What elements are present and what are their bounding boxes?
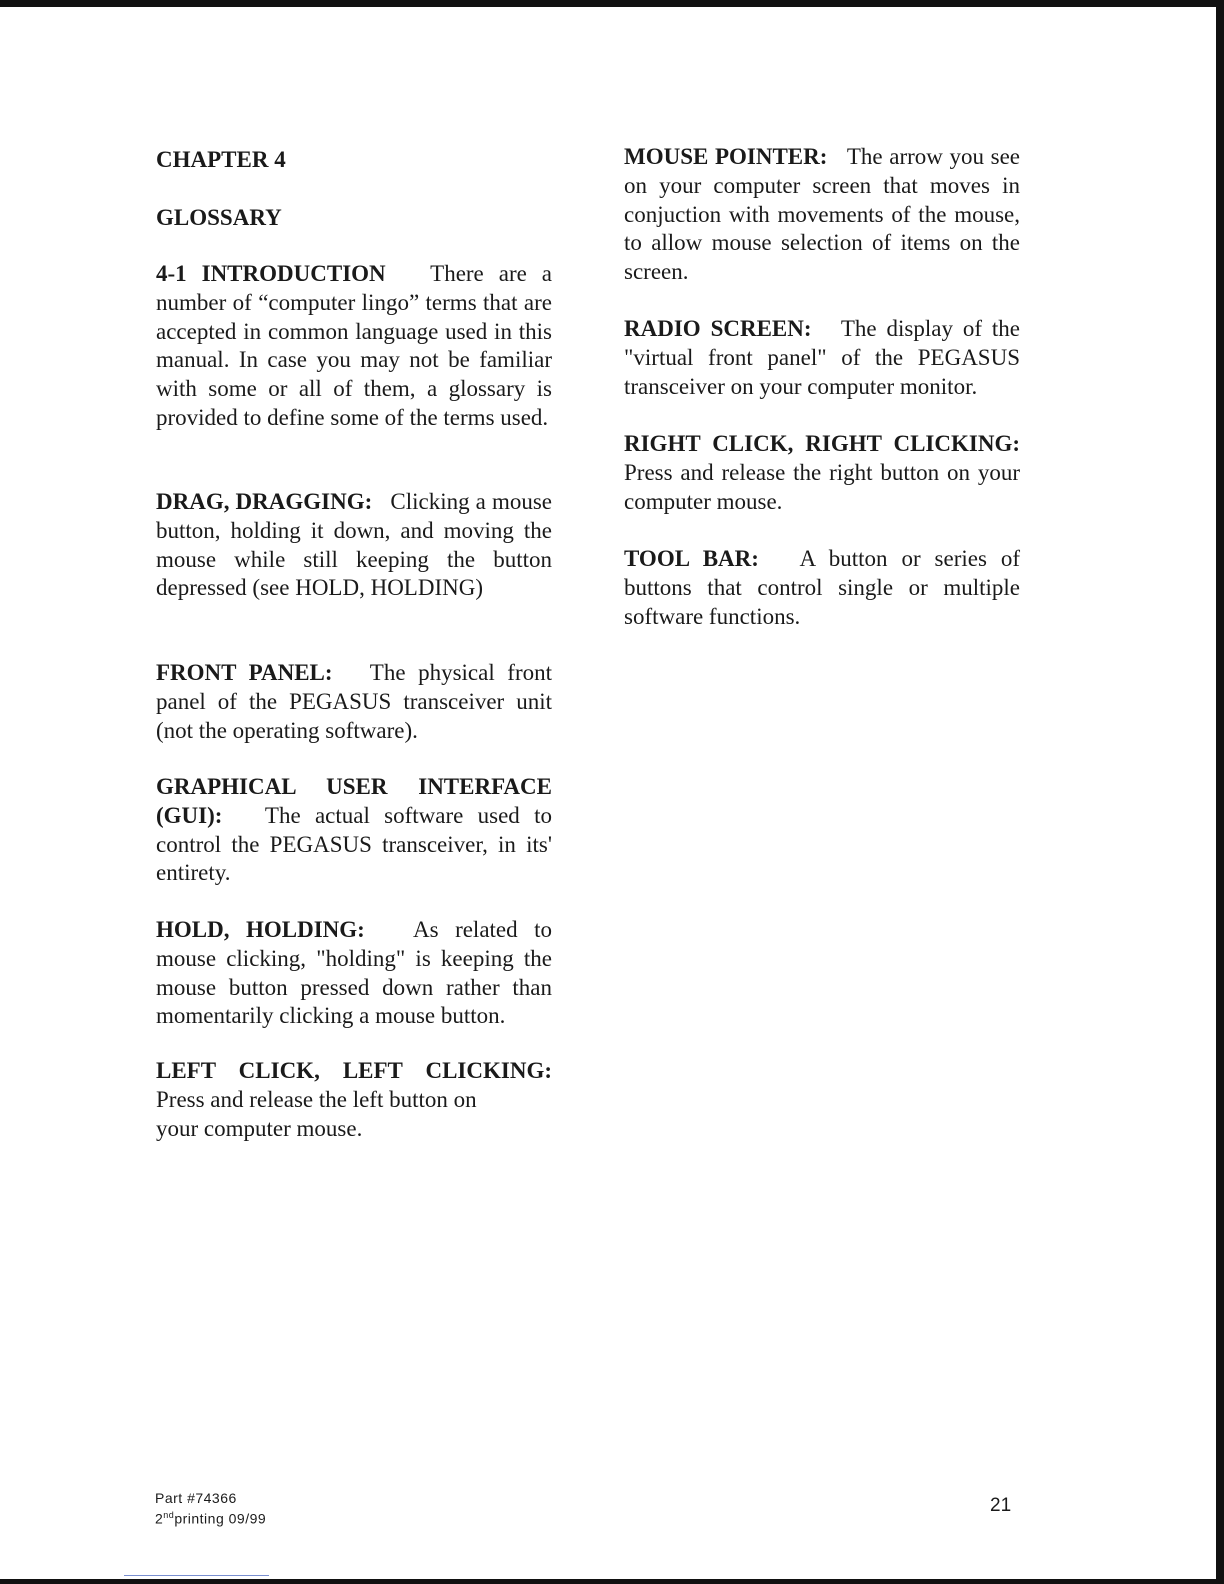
entry-term: TOOL BAR:	[624, 546, 759, 571]
glossary-entry-radio-screen	[624, 315, 1020, 401]
scan-artifact-line	[124, 1575, 269, 1576]
entry-definition: A button or series of buttons that control single or multiple software functions.	[624, 546, 1021, 629]
glossary-entry-hold	[156, 916, 552, 1031]
entry-definition: As related to mouse clicking, "holding" is keeping the mouse button pressed down rather than momentarily clicking a mouse button.	[156, 917, 553, 1029]
glossary-entry-tool-bar	[624, 545, 1020, 631]
entry-term: RADIO SCREEN:	[624, 316, 812, 341]
entry-term: MOUSE POINTER:	[624, 144, 828, 169]
printing-ordinal: 2	[155, 1510, 164, 1527]
chapter-heading: CHAPTER 4	[156, 147, 286, 172]
page-number: 21	[990, 1495, 1012, 1516]
entry-definition: Press and release the left button on your computer mouse.	[156, 1086, 477, 1141]
footer-part-info	[155, 1490, 266, 1528]
entry-definition: There are a number of “computer lingo” terms that are accepted in common language used in this manual. In case you may not be familiar with some or all of them, a glossary is provided to define some of the terms used.	[156, 261, 552, 430]
entry-definition: The arrow you see on your computer screen that moves in conjuction with movements of the mouse, to allow mouse selection of items on the screen.	[624, 144, 1020, 285]
entry-term: LEFT CLICK, LEFT CLICKING:	[156, 1058, 552, 1083]
printing-ordinal-suffix: nd	[163, 1510, 175, 1520]
glossary-entry-front-panel	[156, 659, 552, 745]
scan-border-right	[1216, 0, 1224, 1584]
entry-term: RIGHT CLICK, RIGHT CLICKING:	[624, 431, 1020, 456]
entry-term: GRAPHICAL USER INTERFACE (GUI):	[156, 774, 552, 828]
entry-definition: The display of the "virtual front panel" of the PEGASUS transceiver on your computer monitor.	[624, 316, 1020, 399]
printing-text: printing 09/99	[174, 1510, 267, 1527]
glossary-entry-left-click	[156, 1057, 552, 1143]
entry-term: FRONT PANEL:	[156, 660, 333, 685]
entry-definition: Press and release the right button on your computer mouse.	[624, 459, 1020, 514]
scan-border-top	[0, 0, 1224, 7]
entry-term: DRAG, DRAGGING:	[156, 489, 373, 514]
glossary-entry-right-click	[624, 430, 1020, 516]
section-title: GLOSSARY	[156, 205, 282, 230]
entry-definition: The physical front panel of the PEGASUS transceiver unit (not the operating software).	[156, 660, 552, 743]
scan-border-bottom	[0, 1579, 1224, 1584]
glossary-entry-drag	[156, 488, 552, 603]
entry-definition: The actual software used to control the PEGASUS transceiver, in its' entirety.	[156, 802, 552, 886]
part-number: Part #74366	[155, 1490, 237, 1506]
glossary-entry-mouse-pointer	[624, 143, 1020, 287]
entry-term: 4-1 INTRODUCTION	[156, 261, 386, 286]
entry-definition: Clicking a mouse button, holding it down, and moving the mouse while still keeping the button depressed (see HOLD, HOLDING)	[156, 489, 552, 601]
glossary-entry-introduction	[156, 260, 552, 433]
printing-info	[155, 1507, 266, 1528]
glossary-entry-gui	[156, 773, 552, 888]
entry-term: HOLD, HOLDING:	[156, 917, 365, 942]
